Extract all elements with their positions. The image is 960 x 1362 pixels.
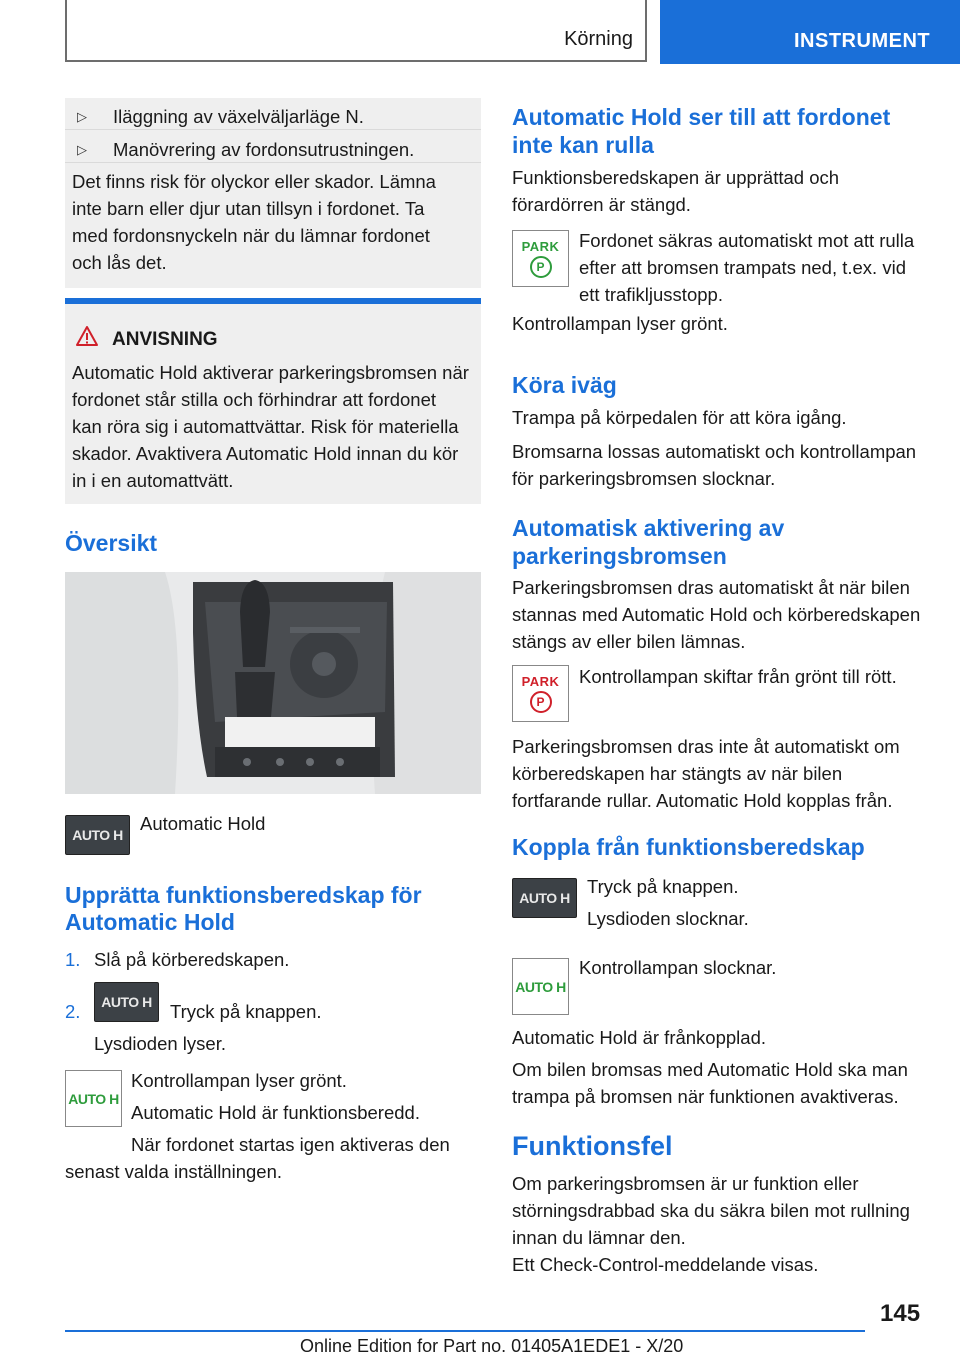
triangle-bullet-icon: ▷ [77, 109, 87, 124]
drive-text-2: Bromsarna lossas automatiskt och kontrollampan för parkeringsbromsen slocknar. [512, 441, 917, 489]
press-text: Tryck på knappen. [587, 876, 739, 897]
step-number: 2. [65, 1001, 81, 1022]
hold-text: Funktionsberedskapen är upprättad och förardörren är stängd. [512, 167, 840, 215]
fault-text-2: Ett Check-Control-meddelande visas. [512, 1254, 819, 1275]
park-red-lamp-icon: PARK P [512, 665, 569, 722]
drive-heading: Köra iväg [512, 372, 617, 398]
divider [65, 162, 481, 163]
bullet-item: ▷ Manövrering av fordonsutrustningen. [65, 136, 481, 163]
overview-heading: Översikt [65, 530, 158, 556]
led-on-text: Lysdioden lyser. [94, 1033, 226, 1054]
bullet-item: ▷ Iläggning av växelväljarläge N. [65, 103, 481, 130]
lamp-red-text: Kontrollampan skiftar från grönt till rött. [579, 666, 897, 687]
header-section-box [65, 0, 647, 62]
header-chapter-tab [660, 0, 960, 64]
console-photo [65, 572, 481, 794]
warning-triangle-icon [75, 325, 99, 347]
header-chapter: INSTRUMENT [794, 30, 931, 52]
notice-text: Automatic Hold aktiverar parkeringsbromsen när fordonet står stilla och förhindrar att fordonet kan röra sig i automattvättar. Risk för materiella skador. Avaktivera Automatic Hold innan du kör in i en automattvätt. [72, 362, 469, 491]
auto-activation-heading: Automatisk aktivering av parkeringsbromsen [512, 515, 785, 569]
fault-heading: Funktionsfel [512, 1131, 673, 1161]
hold-heading: Automatic Hold ser till att fordonet inte kan rulla [512, 104, 891, 158]
divider [65, 129, 481, 130]
auto-hold-button-icon: AUTO H [512, 878, 577, 918]
footer-rule [65, 1330, 865, 1332]
park-green-lamp-icon: PARK P [512, 230, 569, 287]
secured-text: Fordonet säkras automatiskt mot att rulla efter att bromsen trampats ned, t.ex. vid ett trafikljusstopp. [579, 230, 915, 305]
notice-title: ANVISNING [112, 329, 218, 350]
fault-text-1: Om parkeringsbromsen är ur funktion eller störningsdrabbad ska du säkra bilen mot rullning innan du lämnar den. [512, 1173, 910, 1248]
disengaged-text: Automatic Hold är frånkopplad. [512, 1027, 766, 1048]
lamp-green-text: Kontrollampan lyser grönt. [512, 313, 728, 334]
auto-hold-button-icon: AUTO H [94, 982, 159, 1022]
ready-text: Automatic Hold är funktionsberedd. [131, 1102, 420, 1123]
not-auto-text: Parkeringsbromsen dras inte åt automatiskt om körberedskapen har stängts av när bilen fortfarande rullar. Automatic Hold kopplas från. [512, 736, 900, 811]
step-number: 1. [65, 949, 81, 970]
button-caption: Automatic Hold [140, 813, 266, 834]
risk-text: Det finns risk för olyckor eller skador. Lämna inte barn eller djur utan tillsyn i fordonet. Ta med fordonsnyckeln när du lämnar fordonet och lås det. [72, 171, 436, 273]
footer-edition: Online Edition for Part no. 01405A1EDE1 - X/20 [300, 1336, 684, 1356]
step-text: Tryck på knappen. [170, 1001, 322, 1022]
page-number: 145 [880, 1300, 921, 1327]
braked-text: Om bilen bromsas med Automatic Hold ska man trampa på bromsen när funktionen avaktiveras. [512, 1059, 908, 1107]
led-off-text: Lysdioden slocknar. [587, 908, 749, 929]
triangle-bullet-icon: ▷ [77, 142, 87, 157]
lamp-off-text: Kontrollampan slocknar. [579, 957, 777, 978]
auto-hold-button-icon: AUTO H [65, 815, 130, 855]
drive-text-1: Trampa på körpedalen för att köra igång. [512, 407, 847, 428]
auto-hold-off-lamp-icon: AUTO H [512, 958, 569, 1015]
step-text: Slå på körberedskapen. [94, 949, 290, 970]
auto-hold-green-lamp-icon: AUTO H [65, 1070, 122, 1127]
lamp-green-text: Kontrollampan lyser grönt. [131, 1070, 347, 1091]
restart-text: När fordonet startas igen aktiveras den senast valda inställningen. [65, 1134, 450, 1182]
header-section: Körning [564, 28, 633, 50]
disengage-heading: Koppla från funktionsberedskap [512, 834, 865, 860]
auto-activation-text: Parkeringsbromsen dras automatiskt åt när bilen stannas med Automatic Hold och körberedskapen stängs av eller bilen lämnas. [512, 577, 921, 652]
setup-heading: Upprätta funktionsberedskap för Automatic Hold [65, 882, 422, 935]
